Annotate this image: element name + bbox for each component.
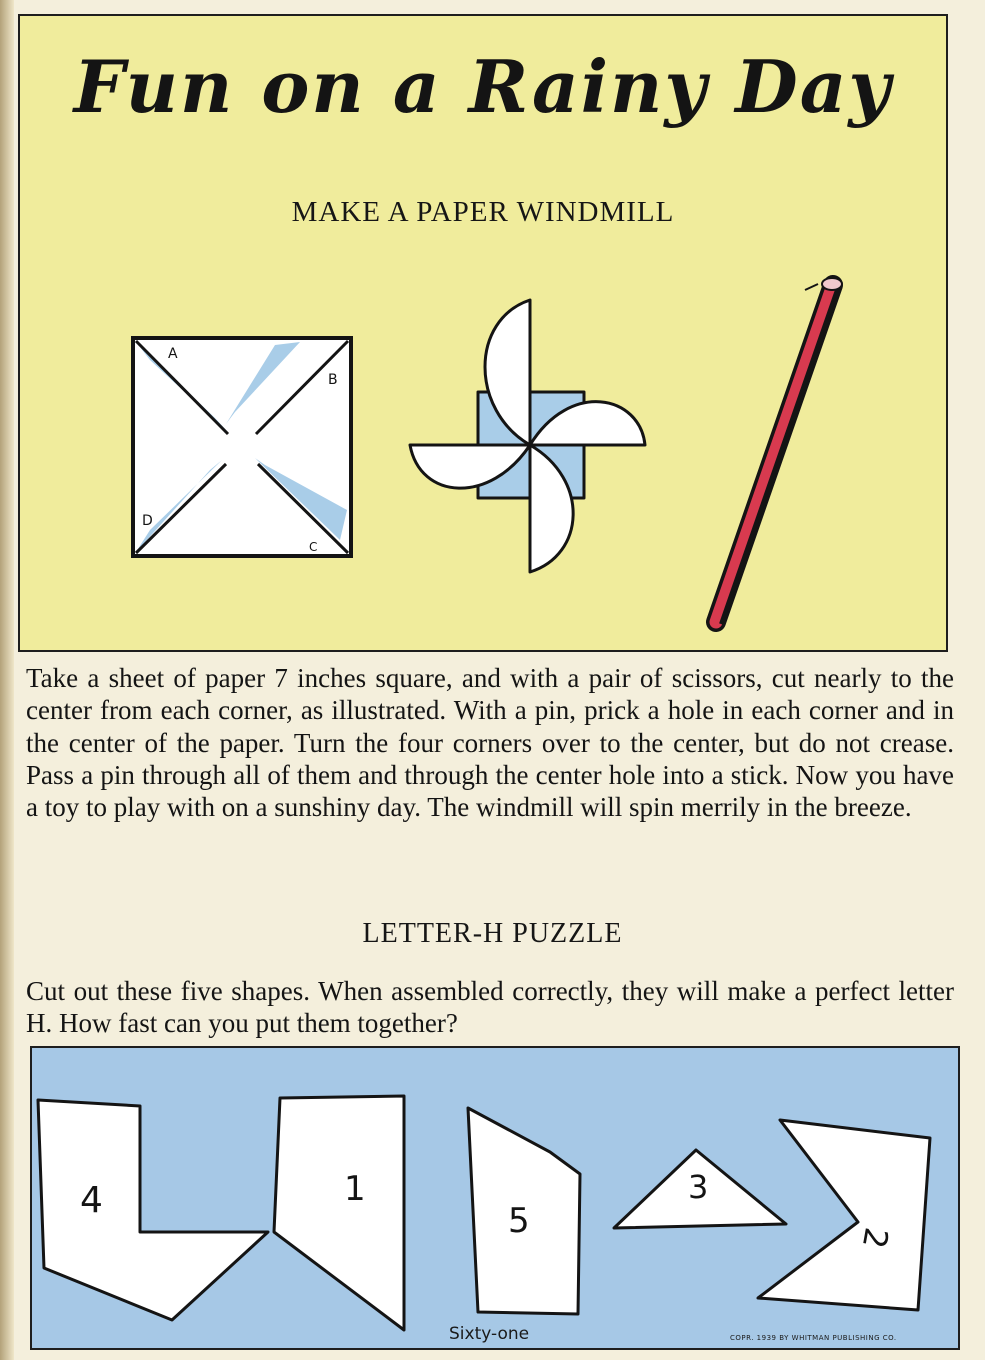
- corner-label-d: D: [142, 513, 153, 529]
- puzzle-piece-1: [274, 1096, 404, 1330]
- windmill-instructions: Take a sheet of paper 7 inches square, and with a pair of scissors, cut nearly to the center from each corner, as illustrated. With a pin, prick a hole in each corner and in the center of the paper. Turn the four corners over to the center, but do not crease. Pass a pin through all of them and through the center hole into a stick. Now you have a toy to play with on a sunshiny day. The windmill will spin merrily in the breeze.: [26, 663, 954, 823]
- corner-label-b: B: [328, 372, 338, 388]
- puzzle-label-5: 5: [508, 1201, 530, 1241]
- corner-label-a: A: [168, 346, 178, 362]
- puzzle-piece-2: [758, 1120, 930, 1310]
- puzzle-instructions: Cut out these five shapes. When assembled correctly, they will make a perfect letter H. How fast can you put them together?: [26, 976, 954, 1039]
- windmill-heading: MAKE A PAPER WINDMILL: [291, 196, 675, 228]
- copyright-notice: COPR. 1939 BY WHITMAN PUBLISHING CO.: [730, 1334, 897, 1342]
- corner-label-c: C: [309, 540, 318, 554]
- page-number: Sixty-one: [449, 1324, 530, 1344]
- puzzle-heading: LETTER-H PUZZLE: [362, 918, 623, 949]
- puzzle-piece-4: [38, 1100, 268, 1320]
- puzzle-label-3: 3: [688, 1168, 709, 1206]
- puzzle-label-4: 4: [80, 1180, 103, 1221]
- puzzle-label-2: 2: [854, 1224, 896, 1252]
- page-title: Fun on a Rainy Day: [73, 44, 893, 129]
- puzzle-label-1: 1: [344, 1169, 366, 1209]
